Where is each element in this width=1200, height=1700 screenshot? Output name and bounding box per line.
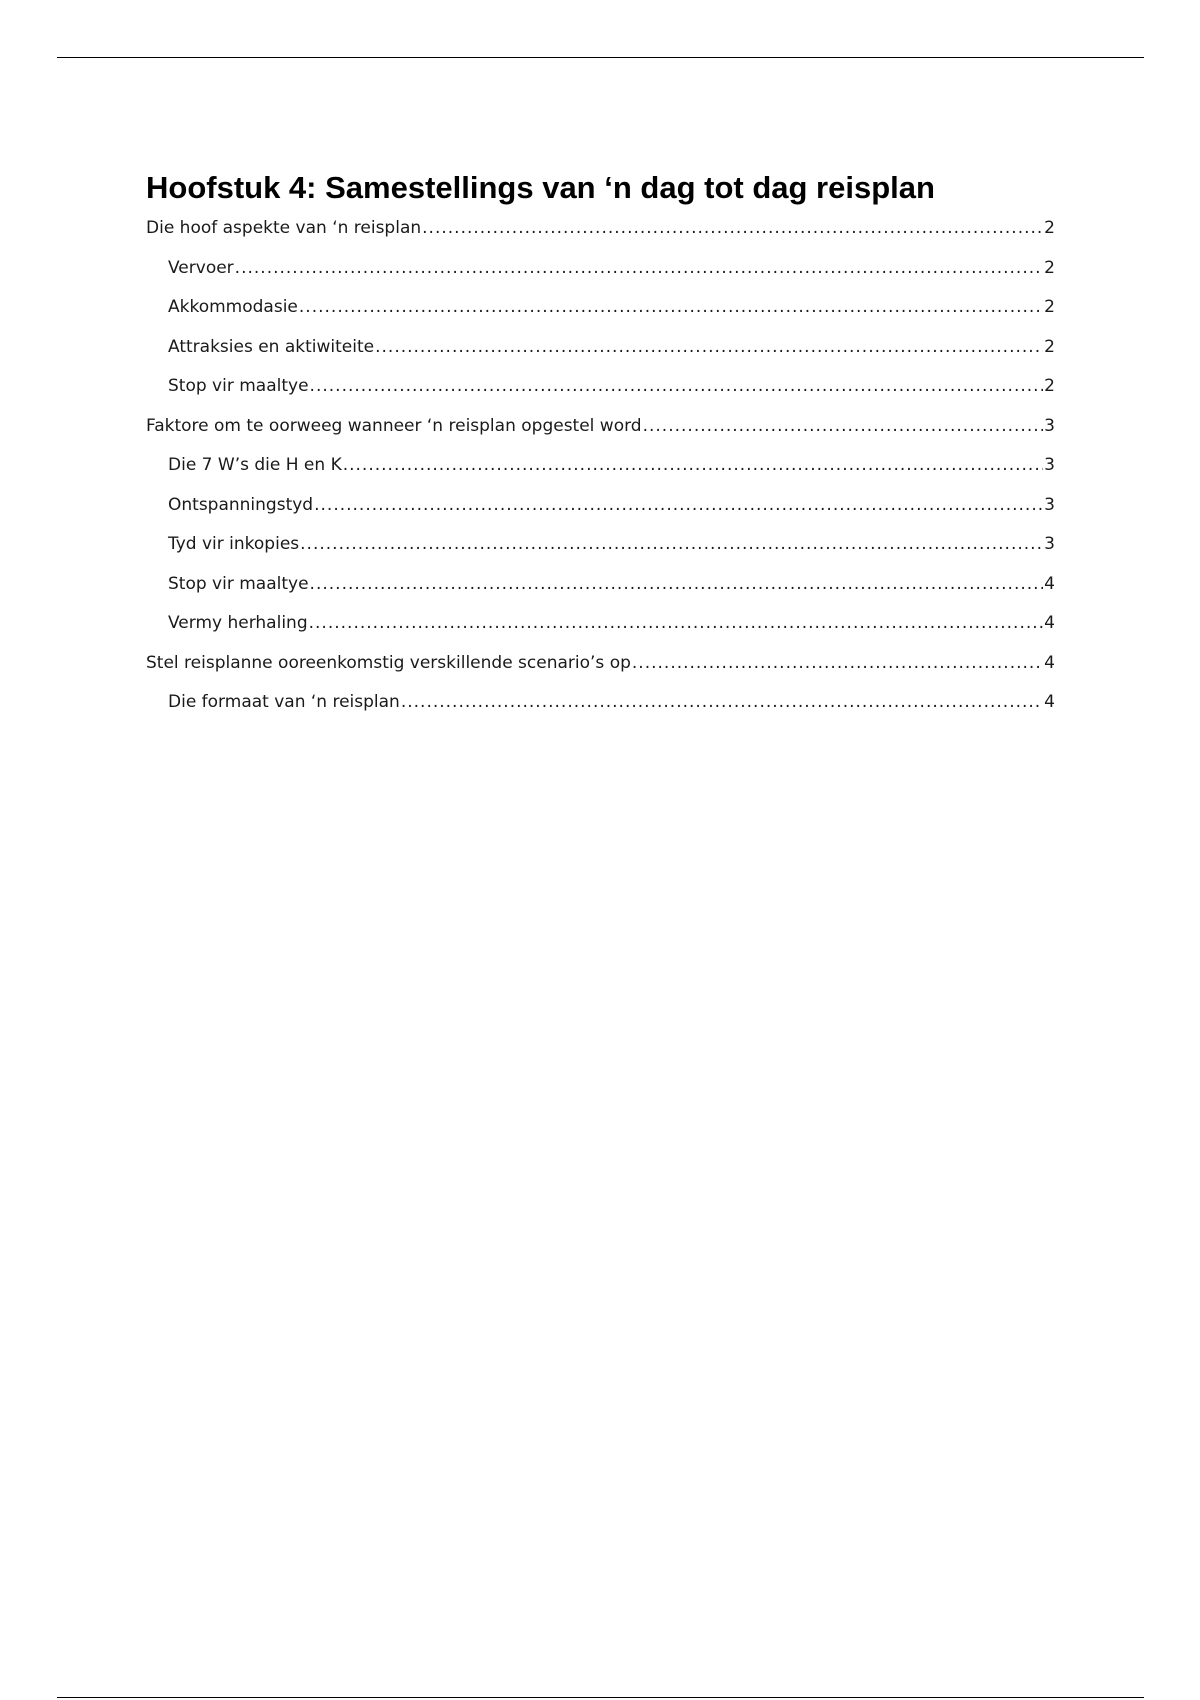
toc-entry[interactable] [146,534,1055,574]
toc-page-number: 4 [1044,692,1055,712]
toc-dot-leader [314,495,1043,515]
toc-entry-text: Stel reisplanne ooreenkomstig verskillende scenario’s op [146,652,631,673]
toc-entry[interactable] [146,297,1055,337]
toc-dot-leader [310,574,1044,594]
header-rule [57,57,1144,58]
toc-page-number: 2 [1044,376,1055,396]
toc-dot-leader [235,258,1044,278]
toc-entry[interactable] [146,416,1055,456]
toc-entry-text: Attraksies en aktiwiteite [168,336,375,357]
toc-heading: Hoofstuk 4: Samestellings van ‘n dag tot dag reisplan [146,170,935,205]
table-of-contents [146,168,1055,732]
toc-dot-leader [299,297,1043,317]
toc-entry-text: Vermy herhaling [168,613,308,633]
toc-page-number: 2 [1044,336,1055,357]
toc-entry-text: Faktore om te oorweeg wanneer ‘n reisplan opgestel word [146,415,642,436]
toc-entry[interactable] [146,455,1055,495]
toc-entry-text: Die hoof aspekte van ‘n reisplan [146,218,422,238]
toc-list [146,218,1055,732]
toc-dot-leader [401,692,1043,712]
toc-dot-leader [309,613,1044,633]
toc-dot-leader [300,534,1043,554]
toc-entry[interactable] [146,218,1055,258]
toc-page-number: 4 [1044,573,1055,594]
toc-entry[interactable] [146,258,1055,298]
toc-page-number: 2 [1044,257,1055,278]
toc-entry[interactable] [146,574,1055,614]
toc-entry[interactable] [146,376,1055,416]
toc-page-number: 4 [1044,613,1055,633]
toc-entry[interactable] [146,692,1055,732]
footer-rule [57,1697,1144,1698]
toc-entry-text: Stop vir maaltye [168,376,309,396]
toc-entry[interactable] [146,653,1055,693]
toc-dot-leader [422,218,1043,238]
toc-dot-leader [632,653,1043,673]
toc-page-number: 3 [1044,415,1055,436]
toc-page-number: 3 [1044,534,1055,554]
toc-entry[interactable] [146,495,1055,535]
toc-page-number: 2 [1044,218,1055,238]
toc-page-number: 4 [1044,652,1055,673]
toc-dot-leader [310,376,1044,396]
toc-dot-leader [375,337,1043,357]
toc-page-number: 3 [1044,494,1055,515]
toc-entry-text: Akkommodasie [168,297,298,317]
toc-page-number: 2 [1044,297,1055,317]
toc-dot-leader [343,455,1043,475]
toc-entry[interactable] [146,613,1055,653]
toc-entry[interactable] [146,337,1055,377]
toc-entry-text: Vervoer [168,257,234,278]
toc-dot-leader [643,416,1044,436]
toc-entry-text: Die 7 W’s die H en K [168,455,342,475]
toc-entry-text: Stop vir maaltye [168,573,309,594]
toc-entry-text: Ontspanningstyd [168,494,314,515]
toc-entry-text: Die formaat van ‘n reisplan [168,692,400,712]
toc-entry-text: Tyd vir inkopies [168,534,300,554]
toc-page-number: 3 [1044,455,1055,475]
